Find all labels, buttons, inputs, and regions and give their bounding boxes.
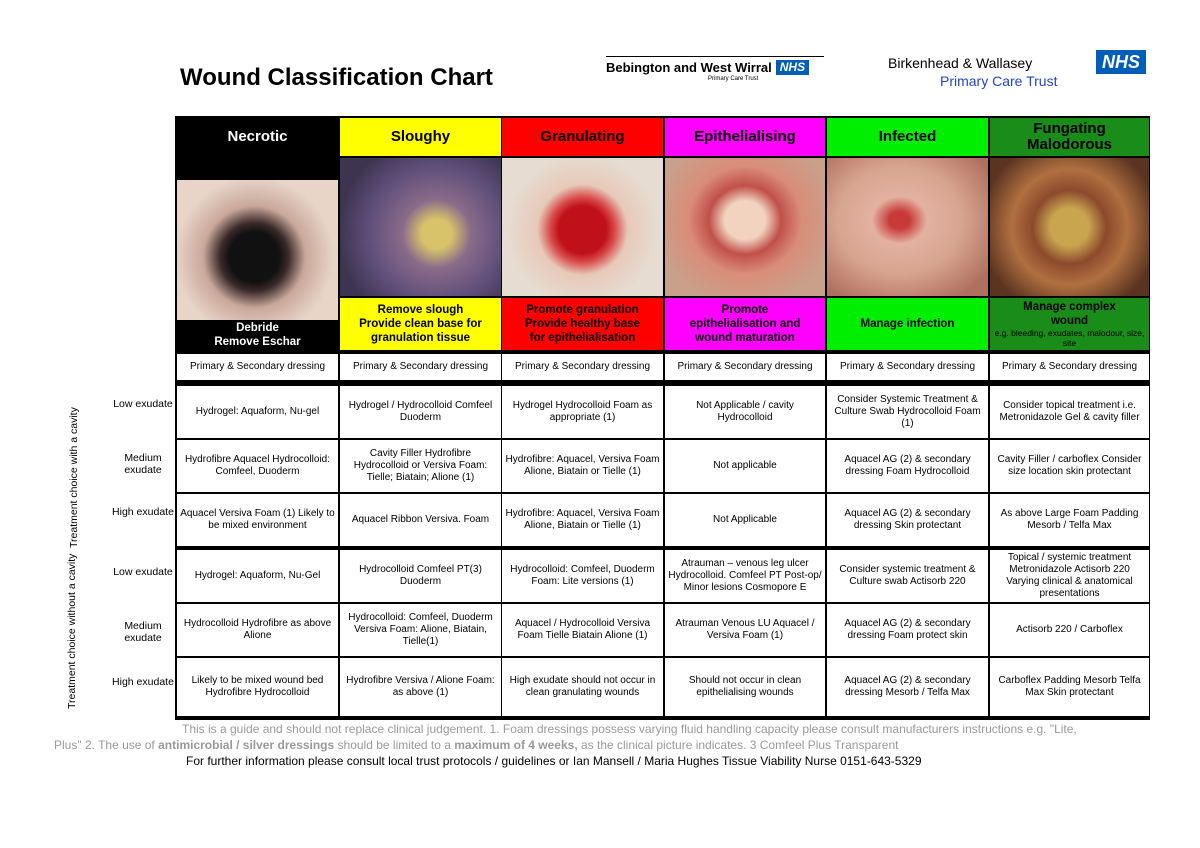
logo-left-sub: Primary Care Trust bbox=[708, 76, 759, 82]
treatment-cell: Atrauman Venous LU Aquacel / Versiva Foam (1) bbox=[665, 604, 825, 656]
treatment-cell: High exudate should not occur in clean granulating wounds bbox=[502, 658, 663, 716]
treatment-cell: As above Large Foam Padding Mesorb / Telfa Max bbox=[990, 494, 1149, 546]
treatment-cell: Hydrofibre Aquacel Hydrocolloid: Comfeel, Duoderm bbox=[177, 440, 338, 492]
granulating-wound-photo bbox=[502, 158, 663, 296]
necrotic-wound-photo bbox=[177, 180, 338, 320]
footer-note-2: Plus" 2. The use of antimicrobial / silver dressings should be limited to a maximum of 4 weeks, as the clinical picture indicates. 3 Comfeel Plus Transparent bbox=[54, 738, 899, 752]
treatment-cell: Not Applicable / cavity Hydrocolloid bbox=[665, 386, 825, 438]
treatment-aim-3: Promote epithelialisation and wound maturation bbox=[665, 298, 825, 350]
row-label-exudate: Low exudate bbox=[113, 566, 173, 578]
treatment-cell: Aquacel AG (2) & secondary dressing Skin protectant bbox=[827, 494, 988, 546]
treatment-aim-4: Manage infection bbox=[827, 298, 988, 350]
logo-right-line2: Primary Care Trust bbox=[940, 73, 1058, 89]
row-label-exudate: High exudate bbox=[112, 676, 174, 688]
treatment-cell: Hydrofibre: Aquacel, Versiva Foam Alione, Biatain or Tielle (1) bbox=[502, 494, 663, 546]
fungating-wound-photo bbox=[990, 158, 1149, 296]
logo-left-name: Bebington and West Wirral bbox=[606, 60, 772, 75]
treatment-cell: Consider topical treatment i.e. Metronidazole Gel & cavity filler bbox=[990, 386, 1149, 438]
treatment-cell: Atrauman – venous leg ulcer Hydrocolloid. Comfeel PT Post-op/ Minor lesions Cosmopore E bbox=[665, 550, 825, 602]
treatment-cell: Hydrogel: Aquaform, Nu-Gel bbox=[177, 550, 338, 602]
treatment-aim-5: Manage complex wound e.g. bleeding, exudates, malodour, size, site bbox=[990, 298, 1149, 350]
footer-contact: For further information please consult local trust protocols / guidelines or Ian Mansell / Maria Hughes Tissue Viability Nurse 0151-643-5329 bbox=[186, 754, 922, 768]
treatment-aim-0: Debride Remove Eschar bbox=[177, 320, 338, 350]
infected-wound-photo bbox=[827, 158, 988, 296]
treatment-cell: Should not occur in clean epithelialising wounds bbox=[665, 658, 825, 716]
logo-right-line1: Birkenhead & Wallasey bbox=[888, 55, 1033, 71]
row-label-exudate: High exudate bbox=[112, 506, 174, 518]
treatment-cell: Consider Systemic Treatment & Culture Swab Hydrocolloid Foam (1) bbox=[827, 386, 988, 438]
dressing-type-2: Primary & Secondary dressing bbox=[502, 354, 663, 380]
treatment-cell: Hydrofibre Versiva / Alione Foam: as above (1) bbox=[340, 658, 501, 716]
treatment-cell: Hydrocolloid: Comfeel, Duoderm Versiva Foam: Alione, Biatain, Tielle(1) bbox=[340, 604, 501, 656]
bebington-logo bbox=[606, 56, 824, 82]
birkenhead-logo bbox=[888, 54, 1057, 90]
treatment-cell: Aquacel / Hydrocolloid Versiva Foam Tielle Biatain Alione (1) bbox=[502, 604, 663, 656]
category-header-0: Necrotic bbox=[177, 118, 338, 156]
category-header-5: Fungating Malodorous bbox=[990, 118, 1149, 156]
footer-note-1: This is a guide and should not replace clinical judgement. 1. Foam dressings possess varying fluid handling capacity please consult manufacturers instructions e.g. "Lite, bbox=[182, 722, 1077, 736]
treatment-cell: Not applicable bbox=[665, 440, 825, 492]
treatment-cell: Hydrocolloid: Comfeel, Duoderm Foam: Lite versions (1) bbox=[502, 550, 663, 602]
dressing-type-3: Primary & Secondary dressing bbox=[665, 354, 825, 380]
treatment-cell: Hydrocolloid Comfeel PT(3) Duoderm bbox=[340, 550, 501, 602]
nhs-badge-left: NHS bbox=[776, 60, 809, 75]
treatment-cell: Hydrogel: Aquaform, Nu-gel bbox=[177, 386, 338, 438]
treatment-cell: Hydrogel Hydrocolloid Foam as appropriate (1) bbox=[502, 386, 663, 438]
nhs-badge-right: NHS bbox=[1096, 50, 1146, 74]
treatment-cell: Topical / systemic treatment Metronidazole Actisorb 220 Varying clinical & anatomical presentations bbox=[990, 550, 1149, 602]
dressing-type-0: Primary & Secondary dressing bbox=[177, 354, 338, 380]
treatment-cell: Aquacel AG (2) & secondary dressing Foam Hydrocolloid bbox=[827, 440, 988, 492]
treatment-cell: Aquacel Ribbon Versiva. Foam bbox=[340, 494, 501, 546]
row-label-exudate: Medium exudate bbox=[124, 452, 162, 476]
treatment-cell: Hydrogel / Hydrocolloid Comfeel Duoderm bbox=[340, 386, 501, 438]
treatment-cell: Aquacel Versiva Foam (1) Likely to be mixed environment bbox=[177, 494, 338, 546]
page-title: Wound Classification Chart bbox=[180, 64, 493, 91]
treatment-cell: Aquacel AG (2) & secondary dressing Foam protect skin bbox=[827, 604, 988, 656]
treatment-cell: Cavity Filler / carboflex Consider size location skin protectant bbox=[990, 440, 1149, 492]
classification-table bbox=[175, 116, 1150, 720]
row-label-exudate: Low exudate bbox=[113, 398, 173, 410]
category-header-2: Granulating bbox=[502, 118, 663, 156]
treatment-cell: Likely to be mixed wound bed Hydrofibre Hydrocolloid bbox=[177, 658, 338, 716]
group-label: Treatment choice with a cavity bbox=[68, 407, 80, 549]
treatment-aim-1: Remove slough Provide clean base for granulation tissue bbox=[340, 298, 501, 350]
dressing-type-1: Primary & Secondary dressing bbox=[340, 354, 501, 380]
dressing-type-5: Primary & Secondary dressing bbox=[990, 354, 1149, 380]
treatment-cell: Hydrofibre: Aquacel, Versiva Foam Alione, Biatain or Tielle (1) bbox=[502, 440, 663, 492]
necrotic-header-fill bbox=[177, 158, 338, 180]
treatment-aim-2: Promote granulation Provide healthy base for epithelialisation bbox=[502, 298, 663, 350]
row-label-exudate: Medium exudate bbox=[124, 620, 162, 644]
treatment-cell: Not Applicable bbox=[665, 494, 825, 546]
sloughy-wound-photo bbox=[340, 158, 501, 296]
treatment-cell: Cavity Filler Hydrofibre Hydrocolloid or Versiva Foam: Tielle; Biatain; Alione (1) bbox=[340, 440, 501, 492]
dressing-type-4: Primary & Secondary dressing bbox=[827, 354, 988, 380]
category-header-4: Infected bbox=[827, 118, 988, 156]
treatment-cell: Aquacel AG (2) & secondary dressing Mesorb / Telfa Max bbox=[827, 658, 988, 716]
treatment-cell: Actisorb 220 / Carboflex bbox=[990, 604, 1149, 656]
treatment-cell: Carboflex Padding Mesorb Telfa Max Skin protectant bbox=[990, 658, 1149, 716]
group-label: Treatment choice without a cavity bbox=[66, 553, 78, 709]
treatment-cell: Hydrocolloid Hydrofibre as above Alione bbox=[177, 604, 338, 656]
epithelialising-wound-photo bbox=[665, 158, 825, 296]
category-header-1: Sloughy bbox=[340, 118, 501, 156]
treatment-cell: Consider systemic treatment & Culture swab Actisorb 220 bbox=[827, 550, 988, 602]
category-header-3: Epithelialising bbox=[665, 118, 825, 156]
